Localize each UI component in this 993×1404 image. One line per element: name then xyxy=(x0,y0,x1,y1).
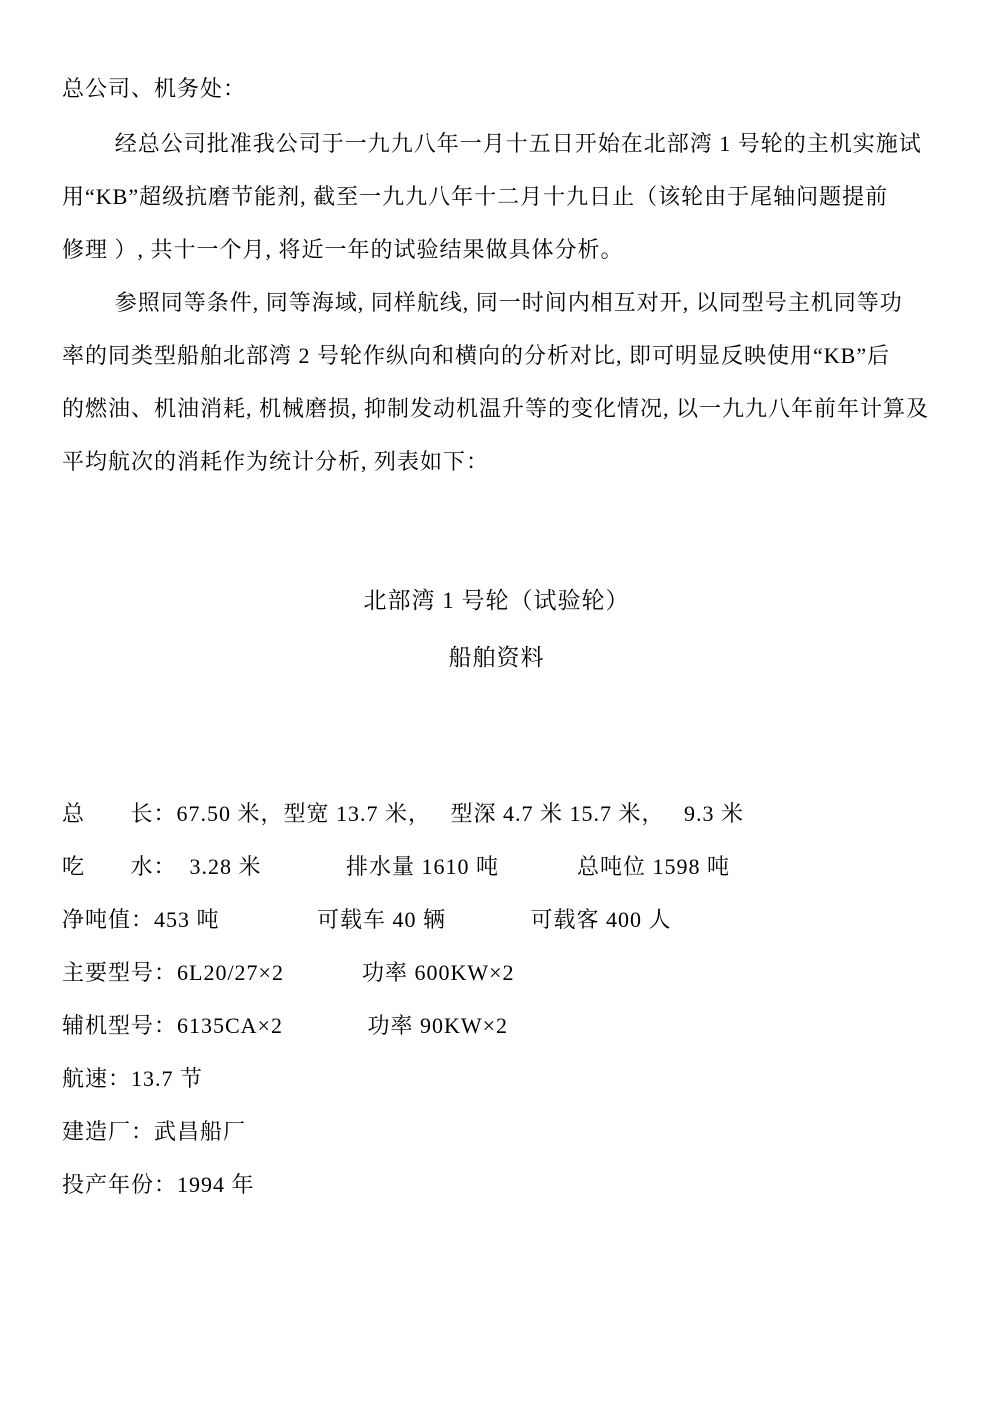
salutation-text: 总公司、机务处： xyxy=(62,76,247,101)
salutation xyxy=(62,62,930,115)
document-subtitle xyxy=(0,631,993,684)
paragraph-line: 用“KB”超级抗磨节能剂, 截至一九九八年十二月十九日止（该轮由于尾轴问题提前 xyxy=(62,184,889,209)
ship-info-line: 投产年份：1994 年 xyxy=(62,1172,255,1197)
ship-info-line: 辅机型号：6135CA×2 功率 90KW×2 xyxy=(62,1013,509,1038)
paragraph-line: 平均航次的消耗作为统计分析, 列表如下： xyxy=(62,449,490,474)
document-title-text: 北部湾 1 号轮（试验轮） xyxy=(363,588,630,613)
ship-info-list xyxy=(62,787,930,1211)
ship-info-line: 总 长：67.50 米，型宽 13.7 米， 型深 4.7 米 15.7 米， 9.3 米 xyxy=(62,801,745,826)
paragraph-2 xyxy=(62,276,930,488)
document-subtitle-text: 船舶资料 xyxy=(448,645,545,670)
ship-info-line: 吃 水： 3.28 米 排水量 1610 吨 总吨位 1598 吨 xyxy=(62,854,731,879)
paragraph-line: 率的同类型船舶北部湾 2 号轮作纵向和横向的分析对比, 即可明显反映使用“KB”后 xyxy=(62,343,891,368)
ship-info-line: 航速：13.7 节 xyxy=(62,1066,204,1091)
document-title xyxy=(0,574,993,627)
ship-info-line: 净吨值：453 吨 可载车 40 辆 可载客 400 人 xyxy=(62,907,672,932)
paragraph-line: 参照同等条件, 同等海域, 同样航线, 同一时间内相互对开, 以同型号主机同等功 xyxy=(114,290,903,315)
paragraph-1 xyxy=(62,117,930,276)
paragraph-line: 经总公司批准我公司于一九九八年一月十五日开始在北部湾 1 号轮的主机实施试 xyxy=(114,131,922,156)
paragraph-line: 的燃油、机油消耗, 机械磨损, 抑制发动机温升等的变化情况, 以一九九八年前年计算及 xyxy=(62,396,930,421)
ship-info-line: 建造厂：武昌船厂 xyxy=(62,1119,247,1144)
paragraph-line: 修理 ）, 共十一个月, 将近一年的试验结果做具体分析。 xyxy=(62,237,624,262)
ship-info-line: 主要型号：6L20/27×2 功率 600KW×2 xyxy=(62,960,515,985)
